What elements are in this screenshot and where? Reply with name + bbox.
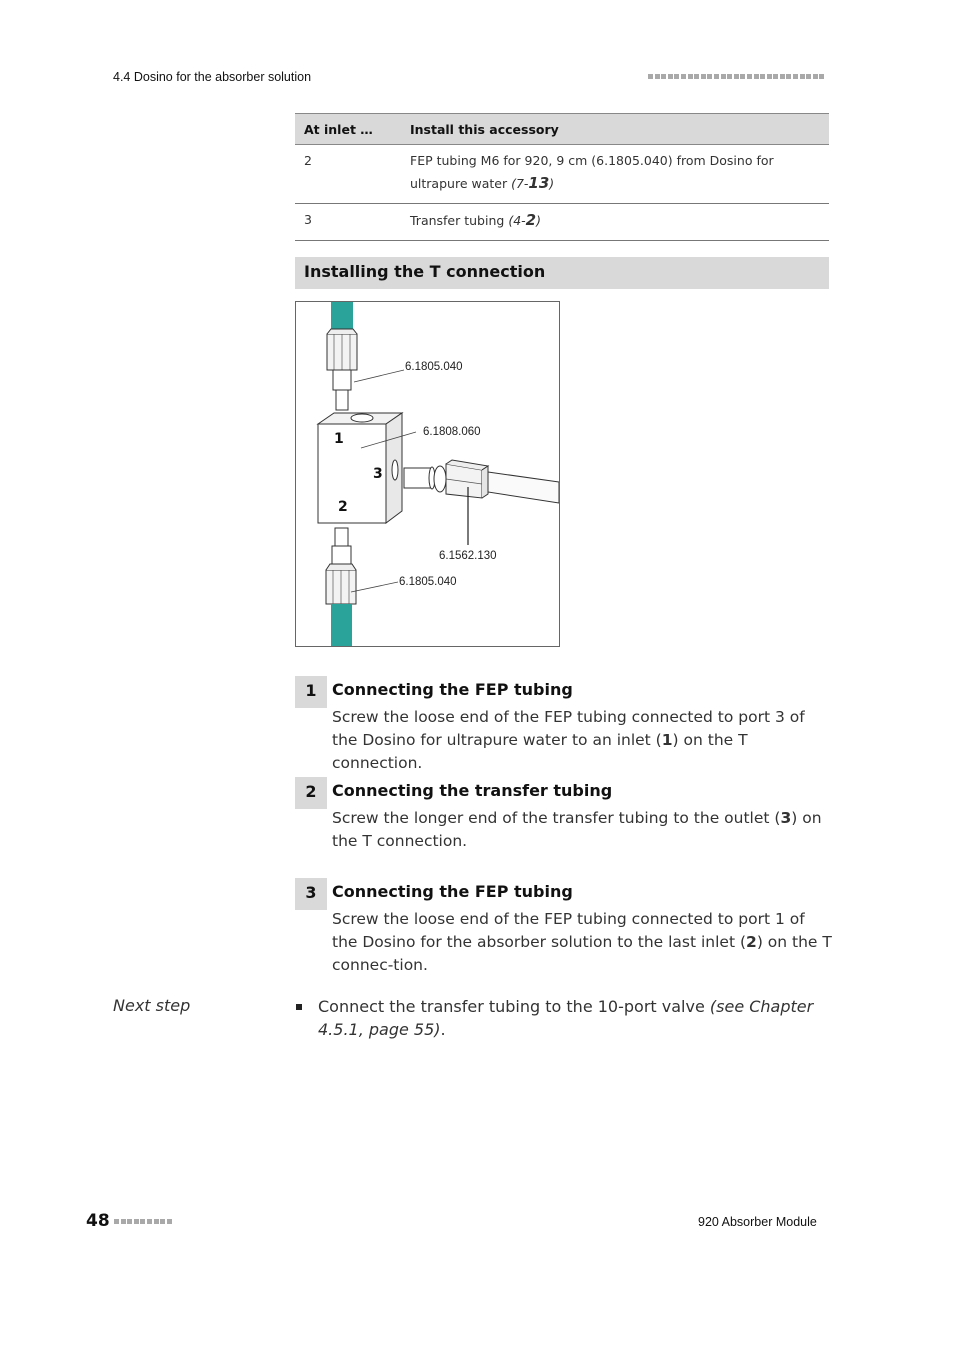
step-title: Connecting the FEP tubing <box>332 882 573 901</box>
accessory-text: FEP tubing M6 for 920, 9 cm (6.1805.040) from Dosino for ultrapure water <box>410 153 774 191</box>
label-top-tubing: 6.1805.040 <box>405 361 463 373</box>
footer-decoration <box>114 1219 172 1224</box>
step-title: Connecting the FEP tubing <box>332 680 573 699</box>
step-number: 1 <box>295 676 327 708</box>
accessory-text: Transfer tubing <box>410 213 509 228</box>
label-bottom-tubing: 6.1805.040 <box>399 576 457 588</box>
bottom-tubing <box>331 604 352 646</box>
cross-reference-link[interactable]: (7-13) <box>511 174 555 192</box>
accessory-table <box>295 113 829 241</box>
chapter-reference-link[interactable]: (see Chapter 4.5.1, page 55) <box>318 997 814 1039</box>
t-connection-illustration <box>296 302 559 646</box>
footer-product-name: 920 Absorber Module <box>698 1215 817 1229</box>
step-number: 2 <box>295 777 327 809</box>
label-t-piece: 6.1808.060 <box>423 426 481 438</box>
t-connection-figure <box>295 301 560 647</box>
table-cell-inlet: 3 <box>295 204 401 241</box>
running-header-section: 4.4 Dosino for the absorber solution <box>113 70 312 84</box>
table-cell-inlet: 2 <box>295 145 401 204</box>
table-cell-accessory <box>401 145 829 204</box>
column-header-inlet: At inlet … <box>295 114 401 145</box>
table-row <box>295 145 829 204</box>
page-number: 48 <box>86 1211 110 1231</box>
port-number-2: 2 <box>338 499 348 515</box>
step-text: Screw the longer end of the transfer tubing to the outlet (3) on the T connection. <box>332 809 822 850</box>
table-cell-accessory <box>401 204 829 241</box>
next-step-text: Connect the transfer tubing to the 10-port valve (see Chapter 4.5.1, page 55). <box>318 997 814 1039</box>
port-number-1: 1 <box>334 431 344 447</box>
step-title: Connecting the transfer tubing <box>332 781 613 800</box>
next-step-label: Next step <box>113 996 191 1015</box>
section-heading <box>295 257 829 289</box>
label-transfer-tubing: 6.1562.130 <box>439 550 497 562</box>
header-decoration <box>648 74 824 79</box>
step-number: 3 <box>295 878 327 910</box>
cross-reference-link[interactable]: (4-2) <box>508 211 541 229</box>
section-title: Installing the T connection <box>304 262 546 281</box>
port-number-3: 3 <box>373 466 383 482</box>
column-header-accessory: Install this accessory <box>401 114 829 145</box>
step-text: Screw the loose end of the FEP tubing connected to port 1 of the Dosino for the absorber solution to the last inlet (2) on the T connec-tion. <box>332 910 832 974</box>
bullet-icon <box>296 1004 302 1010</box>
step-text: Screw the loose end of the FEP tubing connected to port 3 of the Dosino for ultrapure water to an inlet (1) on the T connection. <box>332 708 805 772</box>
table-row <box>295 204 829 241</box>
